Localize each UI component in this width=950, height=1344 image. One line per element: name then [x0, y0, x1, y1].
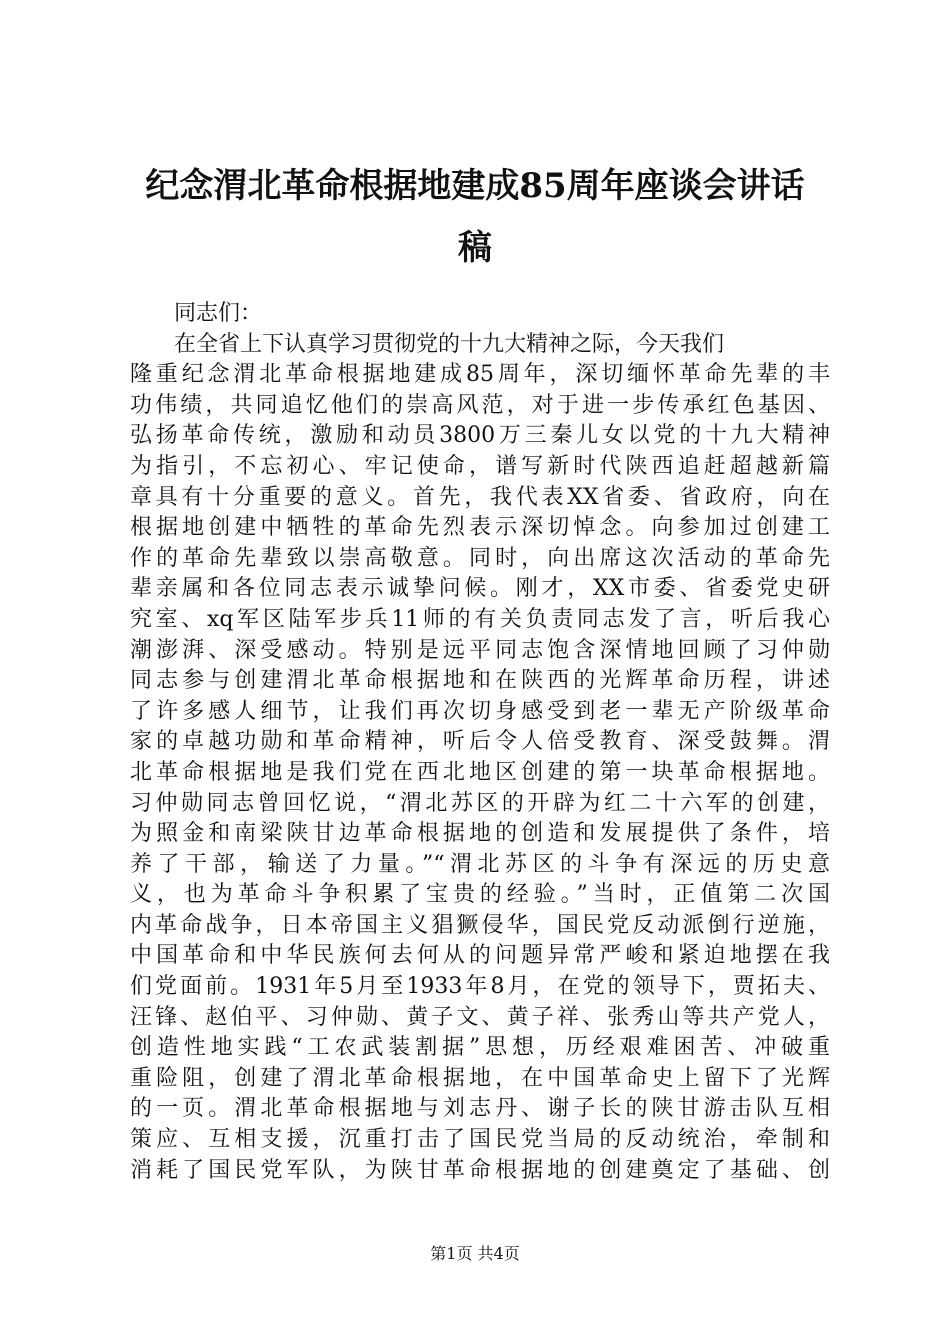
body-line: 究室、xq军区陆军步兵11师的有关负责同志发了言，听后我心	[130, 606, 830, 632]
body-line: 同志参与创建渭北革命根据地和在陕西的光辉革命历程，讲述	[130, 668, 830, 694]
body-line: 汪锋、赵伯平、习仲勋、黄子文、黄子祥、张秀山等共产党人，	[130, 1004, 830, 1030]
document-body	[130, 299, 830, 1186]
document-title	[120, 155, 830, 279]
body-line: 章具有十分重要的意义。首先，我代表XX省委、省政府，向在	[130, 484, 830, 510]
title-line-1: 纪念渭北革命根据地建成85周年座谈会讲话	[145, 166, 805, 206]
body-line: 策应、互相支援，沉重打击了国民党当局的反动统治，牵制和	[130, 1127, 830, 1153]
body-line: 中国革命和中华民族何去何从的问题异常严峻和紧迫地摆在我	[130, 943, 830, 969]
body-line: 北革命根据地是我们党在西北地区创建的第一块革命根据地。	[130, 759, 830, 785]
body-line: 习仲勋同志曾回忆说，“渭北苏区的开辟为红二十六军的创建，	[130, 790, 830, 816]
body-line: 了许多感人细节，让我们再次切身感受到老一辈无产阶级革命	[130, 698, 830, 724]
body-line: 在全省上下认真学习贯彻党的十九大精神之际，今天我们	[174, 331, 725, 357]
body-line: 义，也为革命斗争积累了宝贵的经验。”当时，正值第二次国	[130, 882, 830, 908]
body-line: 根据地创建中牺牲的革命先烈表示深切悼念。向参加过创建工	[130, 515, 830, 541]
title-line-2: 稿	[458, 228, 492, 268]
body-line: 潮澎湃、深受感动。特别是远平同志饱含深情地回顾了习仲勋	[130, 637, 830, 663]
body-line: 辈亲属和各位同志表示诚挚问候。刚才，XX市委、省委党史研	[130, 576, 830, 602]
page-footer: 第1页 共4页	[430, 1244, 520, 1263]
body-line: 的一页。渭北革命根据地与刘志丹、谢子长的陕甘游击队互相	[130, 1096, 830, 1122]
body-line: 作的革命先辈致以崇高敬意。同时，向出席这次活动的革命先	[130, 545, 830, 571]
body-line: 为指引，不忘初心、牢记使命，谱写新时代陕西追赶超越新篇	[130, 453, 830, 479]
body-line: 消耗了国民党军队，为陕甘革命根据地的创建奠定了基础、创	[130, 1157, 830, 1183]
body-line: 重险阻，创建了渭北革命根据地，在中国革命史上留下了光辉	[130, 1065, 830, 1091]
body-line: 弘扬革命传统，激励和动员3800万三秦儿女以党的十九大精神	[130, 423, 830, 449]
body-line: 为照金和南梁陕甘边革命根据地的创造和发展提供了条件，培	[130, 821, 830, 847]
body-line: 们党面前。1931年5月至1933年8月，在党的领导下，贾拓夫、	[130, 974, 830, 1000]
body-line: 创造性地实践“工农武装割据”思想，历经艰难困苦、冲破重	[130, 1035, 830, 1061]
body-line: 养了干部，输送了力量。”“渭北苏区的斗争有深远的历史意	[130, 851, 830, 877]
body-line: 内革命战争，日本帝国主义猖獗侵华，国民党反动派倒行逆施，	[130, 912, 830, 938]
body-line: 同志们：	[174, 301, 263, 326]
body-line: 功伟绩，共同追忆他们的崇高风范，对于进一步传承红色基因、	[130, 392, 830, 418]
body-line: 家的卓越功勋和革命精神，听后令人倍受教育、深受鼓舞。渭	[130, 729, 830, 755]
body-line: 隆重纪念渭北革命根据地建成85周年，深切缅怀革命先辈的丰	[130, 362, 830, 388]
